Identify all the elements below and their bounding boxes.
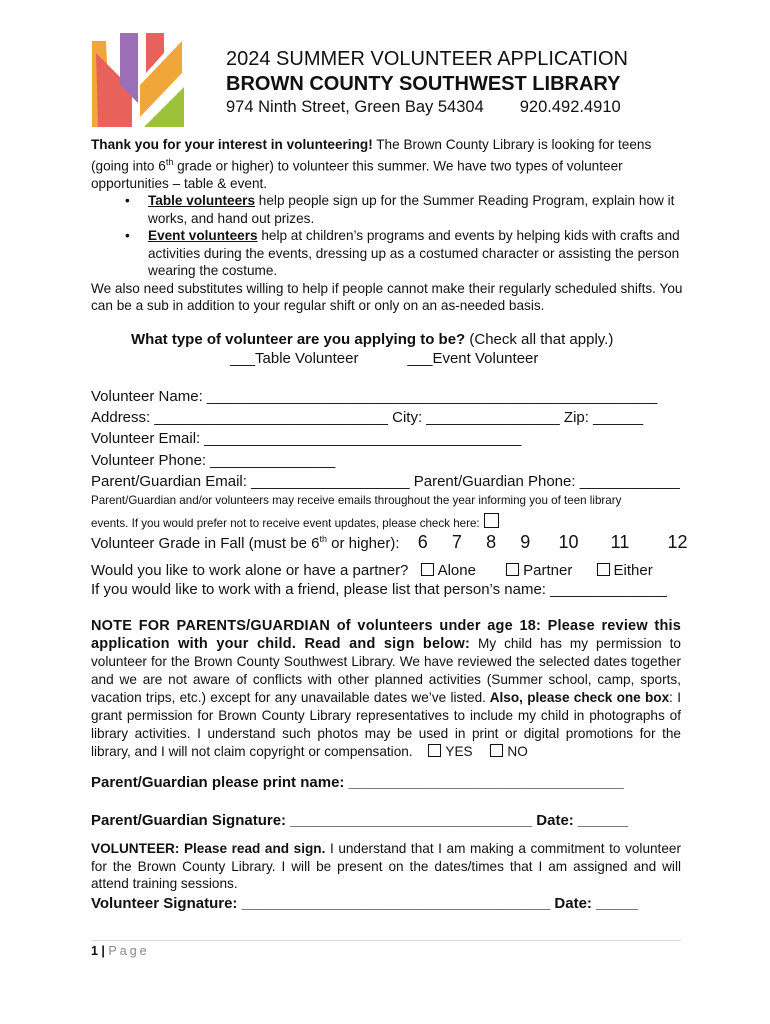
type-question <box>131 331 613 348</box>
partner-question: Would you like to work alone or have a partner? <box>91 562 409 579</box>
address-field[interactable]: Address: ____________________________ City: ________________ Zip: ______ <box>91 409 644 426</box>
note-text-2: : I grant permission for Brown County Library representatives to include my child in photographs of library activities. I understand such photos may be used in print or digital promotions for the library, and I will not claim copyright or compensation. <box>91 690 681 759</box>
volunteer-signature-field[interactable]: Volunteer Signature: _____________________________________ Date: _____ <box>91 895 638 912</box>
grade-sup: th <box>319 534 327 544</box>
bullet-table-text: help people sign up for the Summer Reading Program, explain how it works, and hand out prizes. <box>148 193 675 226</box>
grade-12[interactable]: 12 <box>667 532 688 552</box>
substitutes-text: We also need substitutes willing to help if people cannot make their regularly scheduled shifts. You can be a sub in addition to your regular shift or only on an as-needed basis. <box>91 280 683 314</box>
photo-yes-checkbox[interactable] <box>428 744 441 757</box>
grade-11[interactable]: 11 <box>610 532 630 552</box>
intro-text-1: The Brown County Library is looking for teens (going into 6 <box>91 137 652 174</box>
grade-row <box>91 532 688 553</box>
page-separator: | <box>97 944 109 958</box>
alone-label: Alone <box>437 562 476 579</box>
bullet-event: • Event volunteers help at children’s programs and events by helping kids with crafts and activities during the events, dressing up as a costumed character or assisting the person wearing the costume. <box>125 228 680 279</box>
intro-sup: th <box>165 156 174 167</box>
volunteer-text: I understand that I am making a commitment to volunteer for the Brown County Library. I will be present on the dates/times that I am assigned and will attend training sessions. <box>91 841 681 891</box>
volunteer-name-field[interactable]: Volunteer Name: ______________________________________________________ <box>91 388 658 405</box>
grade-10[interactable]: 10 <box>558 532 579 552</box>
grade-label: Volunteer Grade in Fall (must be 6 <box>91 535 320 552</box>
bullet-table: • Table volunteers help people sign up for the Summer Reading Program, explain how it works, and hand out prizes. <box>125 193 675 226</box>
emails-note-1: Parent/Guardian and/or volunteers may receive emails throughout the year informing you of teen library <box>91 494 622 507</box>
grade-7[interactable]: 7 <box>451 532 462 552</box>
partner-row <box>91 562 653 579</box>
emails-note-2-text: events. If you would prefer not to receive event updates, please check here: <box>91 517 480 530</box>
intro-lead: Thank you for your interest in volunteering! <box>91 137 373 152</box>
volunteer-lead: VOLUNTEER: Please read and sign. <box>91 841 326 856</box>
note-bold-2: Also, please check one box <box>485 690 670 705</box>
volunteer-section <box>91 840 681 893</box>
photo-no-label: NO <box>507 744 528 759</box>
grade-8[interactable]: 8 <box>486 532 497 552</box>
parent-note <box>91 617 681 761</box>
page-number: 1 <box>91 944 98 958</box>
partner-label: Partner <box>523 562 573 579</box>
type-question-text: What type of volunteer are you applying to be? <box>131 331 466 348</box>
grade-9[interactable]: 9 <box>520 532 531 552</box>
photo-yes-label: YES <box>445 744 473 759</box>
grade-label-end: or higher): <box>326 535 400 552</box>
intro-section <box>91 136 691 315</box>
parent-signature-field[interactable]: Parent/Guardian Signature: _____________________________ Date: ______ <box>91 812 629 829</box>
friend-name-field[interactable]: If you would like to work with a friend, please list that person’s name: ______________ <box>91 581 667 598</box>
page-label: Page <box>108 944 150 958</box>
option-table-volunteer[interactable]: ___Table Volunteer <box>230 350 359 367</box>
note-text-1: My child has my permission to volunteer for the Brown County Southwest Library. We have reviewed the selected dates together and we are not aware of conflicts with other planned activities (Summer school, camp, sports, vacation trips, etc.) except for any unavailable dates we’ve listed. <box>91 636 681 705</box>
bullet-event-text: help at children’s programs and events by helping kids with crafts and activities during the events, dressing up as a costumed character or assisting the person wearing the costume. <box>148 228 680 279</box>
library-phone: 920.492.4910 <box>519 98 621 116</box>
library-logo <box>92 33 186 127</box>
grade-6[interactable]: 6 <box>417 532 428 552</box>
library-contact <box>226 98 621 117</box>
either-checkbox[interactable] <box>597 563 610 576</box>
type-question-hint: (Check all that apply.) <box>465 331 614 348</box>
application-title: 2024 SUMMER VOLUNTEER APPLICATION <box>226 48 628 70</box>
page-footer <box>91 944 150 958</box>
volunteer-email-field[interactable]: Volunteer Email: ______________________________________ <box>91 430 522 447</box>
alone-checkbox[interactable] <box>421 563 434 576</box>
opt-out-checkbox[interactable] <box>484 513 499 528</box>
option-event-volunteer[interactable]: ___Event Volunteer <box>407 350 539 367</box>
intro-text-2: grade or higher) to volunteer this summer. We have two types of volunteer opportunities – table & event. <box>91 158 623 191</box>
library-name: BROWN COUNTY SOUTHWEST LIBRARY <box>226 73 621 95</box>
partner-checkbox[interactable] <box>506 563 519 576</box>
bullet-event-label: Event volunteers <box>148 228 258 244</box>
footer-divider <box>91 940 681 941</box>
intro-paragraph <box>91 136 691 192</box>
parent-contact-field[interactable]: Parent/Guardian Email: ___________________ Parent/Guardian Phone: ____________ <box>91 473 680 490</box>
emails-note-2 <box>91 513 503 530</box>
type-options <box>230 350 538 367</box>
parent-print-name-field[interactable]: Parent/Guardian please print name: _________________________________ <box>91 774 624 791</box>
library-address: 974 Ninth Street, Green Bay 54304 <box>226 98 484 116</box>
note-heading: NOTE FOR PARENTS/GUARDIAN of volunteers under age 18: Please review this application with your child. Read and sign below: <box>91 618 681 652</box>
photo-no-checkbox[interactable] <box>490 744 503 757</box>
bullet-table-label: Table volunteers <box>148 193 256 209</box>
volunteer-phone-field[interactable]: Volunteer Phone: _______________ <box>91 452 336 469</box>
either-label: Either <box>613 562 653 579</box>
